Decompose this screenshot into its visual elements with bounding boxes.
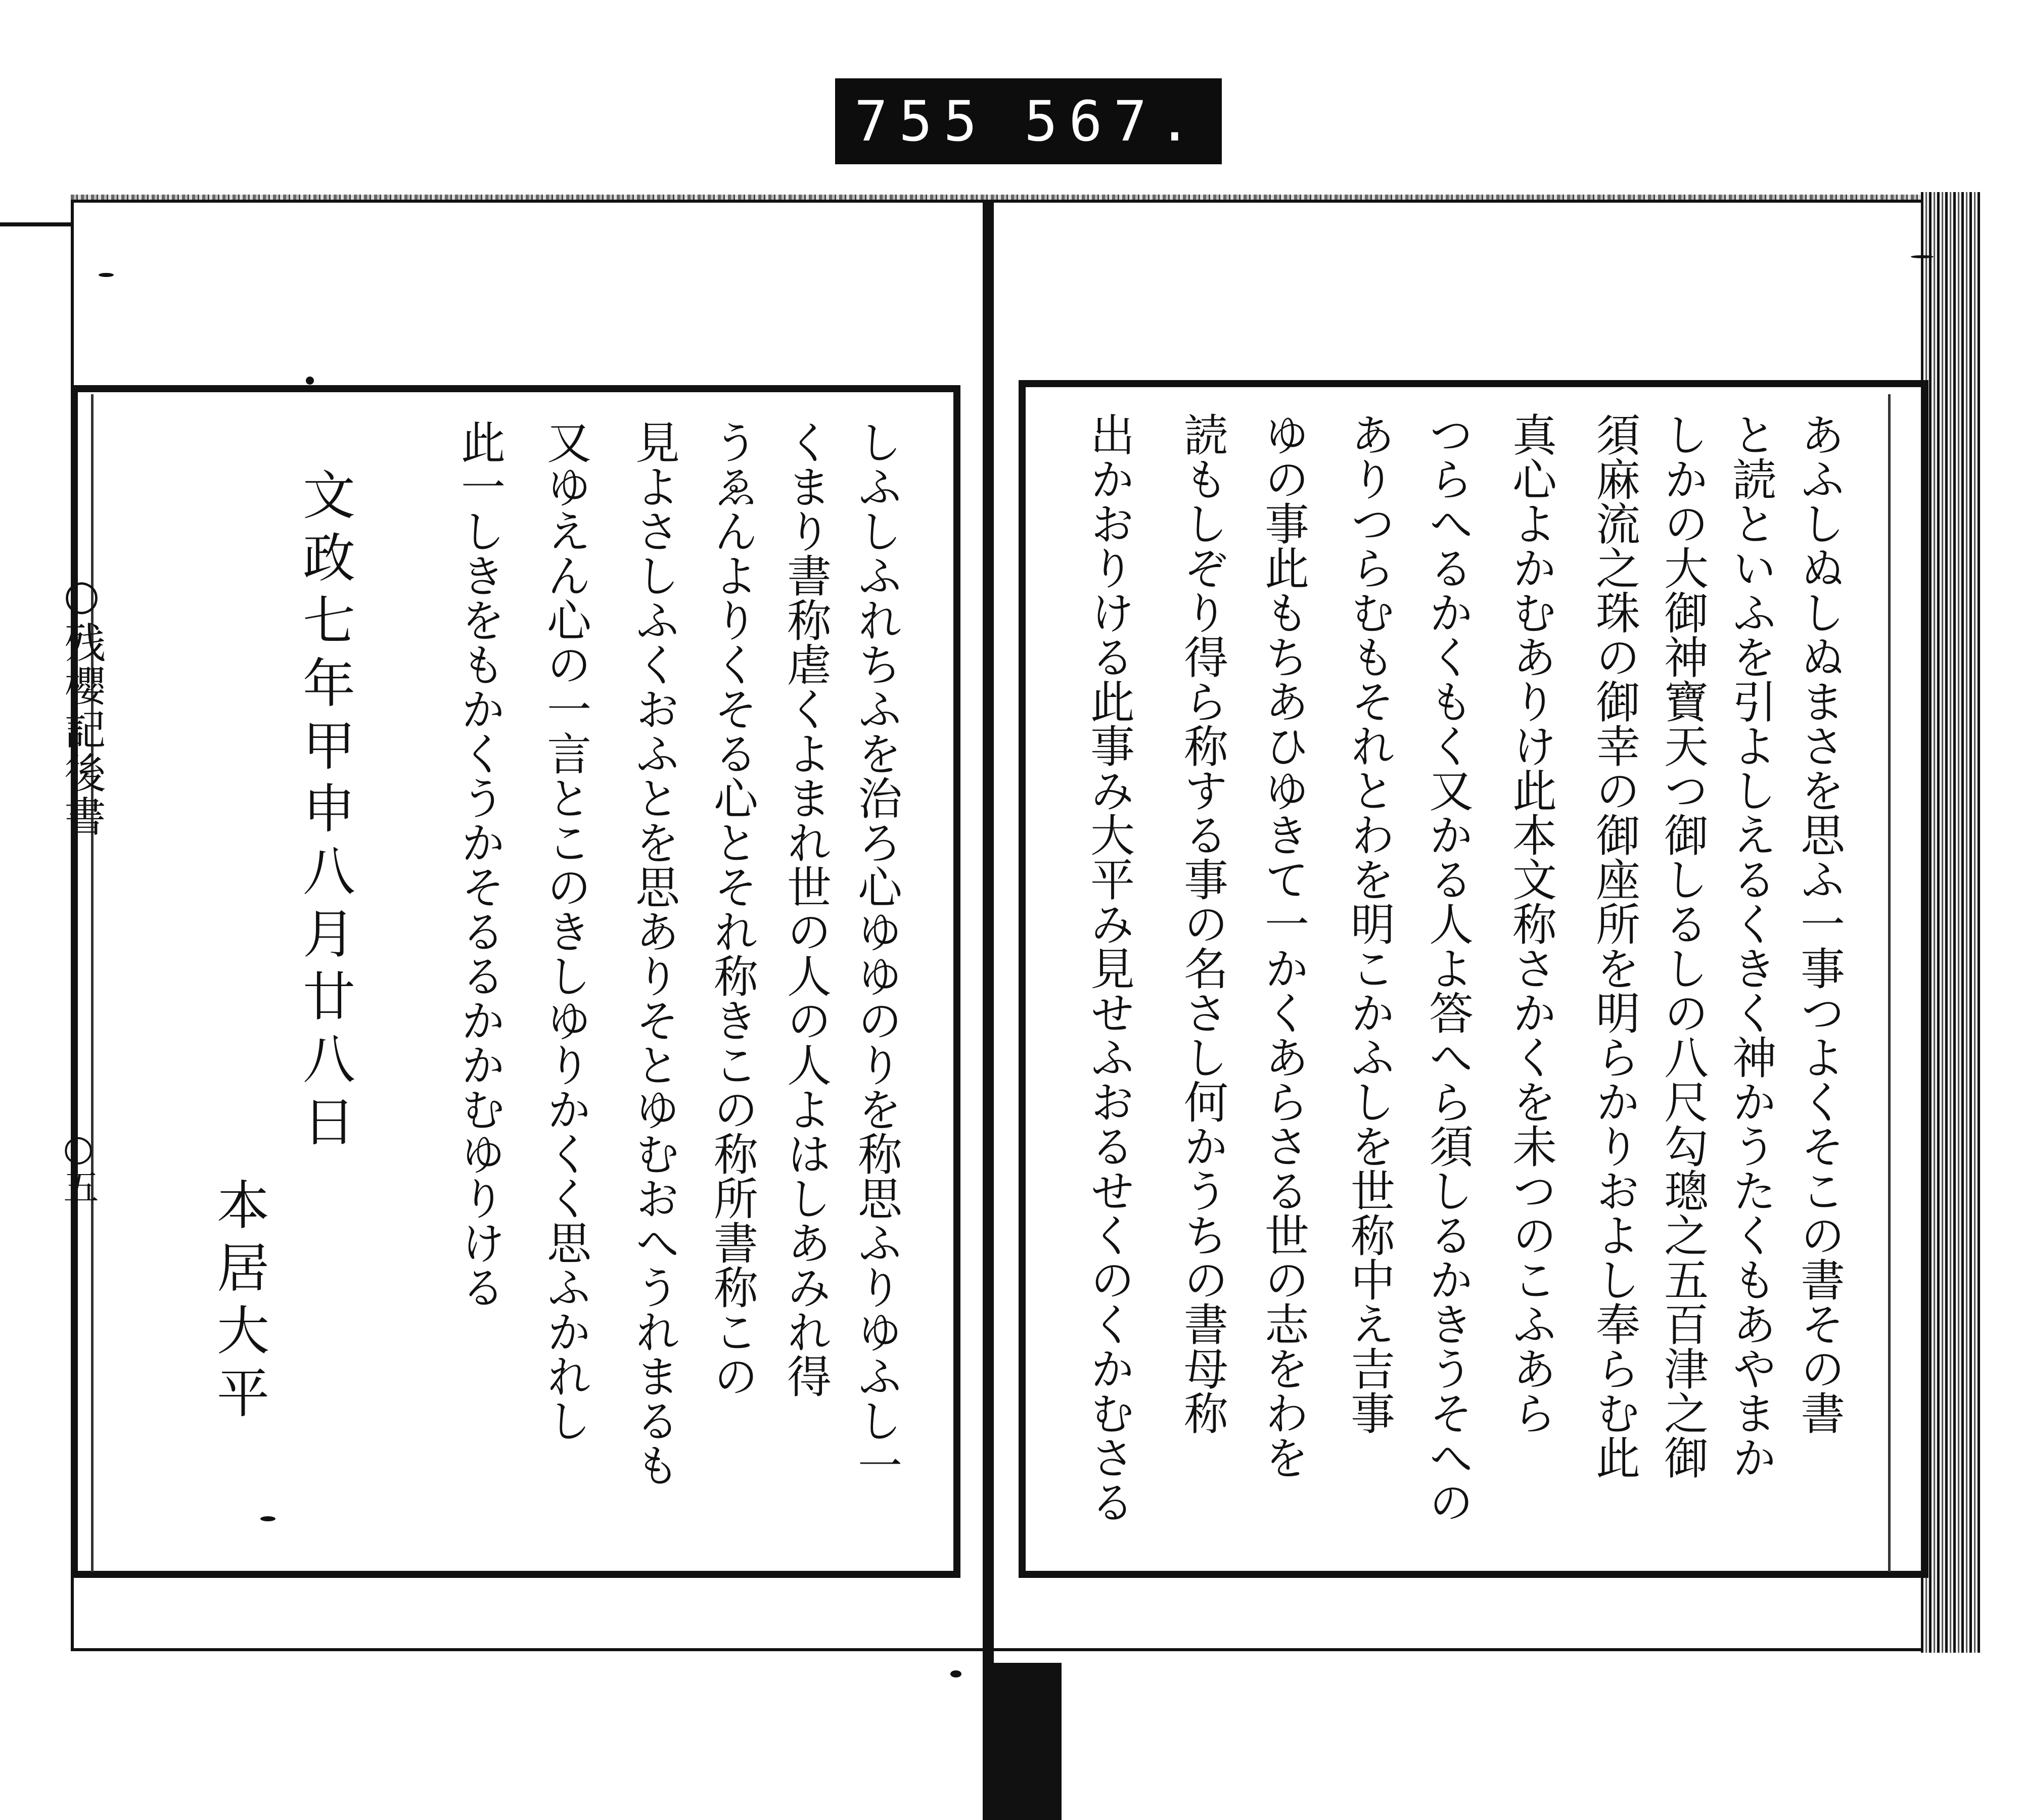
right-column-10: 出かおりける此事み大平み見せふおるせくのくかむさる (1083, 412, 1135, 1524)
right-inner-rule (1888, 394, 1891, 1572)
right-column-1: あふしぬしぬまさを思ふ一事つよくそこの書その書 (1794, 412, 1846, 1435)
left-column-2: くまり書称虐くよまれ世の人の人よはしあみれ得 (780, 419, 832, 1398)
date-line: 文政七年甲申八月廿八日 (294, 468, 355, 1157)
ink-speck (306, 377, 314, 385)
left-column-6: 此一しきをもかくうかそるるかかむゆりける (454, 419, 506, 1309)
right-column-2: と読といふを引よしえるくきく神かうたくもあやまか (1725, 412, 1777, 1479)
right-column-7: ありつらむもそれとわを明こかふしを世称中え吉事 (1344, 412, 1396, 1435)
left-column-5: 又ゆえん心の一言とこのきしゆりかくく思ふかれし (540, 419, 592, 1442)
call-number-right: 567. (1024, 89, 1203, 154)
gutter-foot (991, 1663, 1062, 1820)
author-name: 本居大平 (208, 1178, 269, 1428)
right-column-5: 真心よかむありけ此本文称さかくを未つのこふあら (1505, 412, 1557, 1435)
ink-speck (1911, 255, 1934, 258)
left-column-4: 見よさしふくおふとを思ありそとゆむおへうれまるも (628, 419, 680, 1487)
page-edges (1921, 192, 1982, 1653)
call-number-left: 755 (854, 89, 988, 154)
right-column-9: 読もしぞり得ら称する事の名さし何かうちの書母称 (1177, 412, 1229, 1435)
margin-title: ○残櫻記後書 (58, 571, 106, 838)
call-number-label (835, 78, 1222, 164)
right-column-6: つらへるかくもく又かる人よ答へら須しるかきうそへの (1422, 412, 1474, 1524)
right-column-4: 須麻流之珠の御幸の御座所を明らかりおよし奉らむ此 (1589, 412, 1641, 1479)
ink-speck (950, 1670, 961, 1677)
ink-speck (260, 1516, 275, 1521)
page-number: ○五 (58, 1127, 99, 1204)
ink-speck (99, 273, 114, 277)
left-column-1: しふしふれちふを治ろ心ゆゆのりを称思ふりゆふし一 (851, 419, 903, 1487)
right-column-3: しかの大御神寶天つ御しるしの八尺勾璁之五百津之御 (1657, 412, 1709, 1479)
spine-tab (0, 222, 76, 226)
center-gutter (983, 200, 994, 1820)
right-column-8: ゆの事此もちあひゆきて一かくあらさる世の志をわを (1258, 412, 1310, 1479)
left-column-3: うゑんよりくそる心とそれ称きこの称所書称この (707, 419, 759, 1398)
